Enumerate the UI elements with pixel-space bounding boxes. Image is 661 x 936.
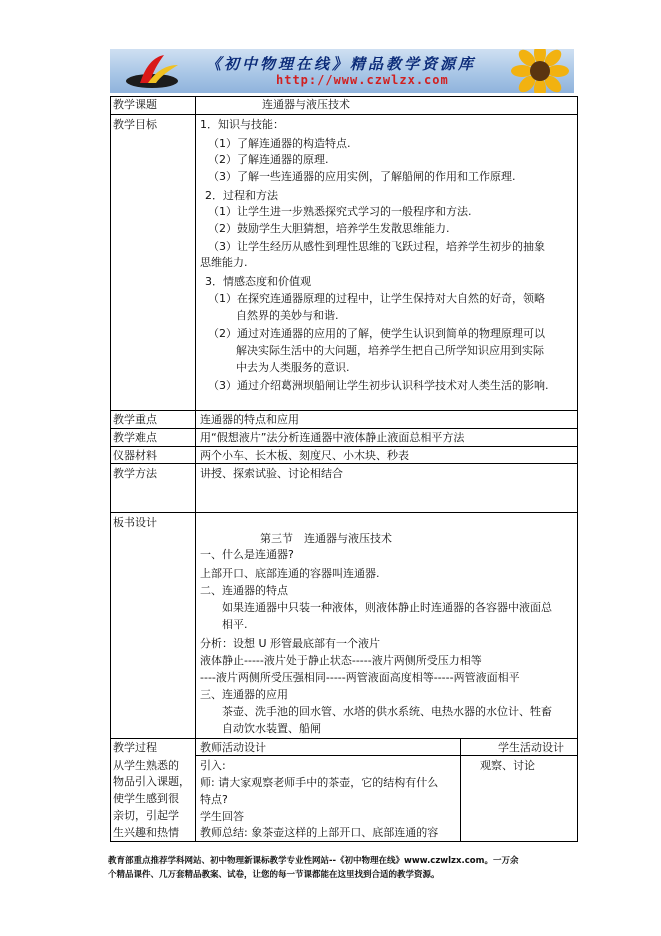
board-line: 自动饮水装置、船闸	[222, 722, 321, 735]
goal-line: （1）了解连通器的构造特点.	[208, 137, 351, 150]
board-line: 三、连通器的应用	[200, 688, 288, 701]
footer-line: 个精品课件、几万套精品教案、试卷，让您的每一节课都能在这里找到合适的教学资源。	[108, 870, 440, 880]
sunflower-icon	[510, 49, 570, 93]
teacher-line: 学生回答	[200, 810, 244, 823]
process-left-line: 使学生感到很	[113, 792, 179, 805]
board-line: 一、什么是连通器?	[200, 548, 294, 561]
goal-line: 中去为人类服务的意识.	[236, 361, 350, 374]
goal-line: （3）了解一些连通器的应用实例，了解船闸的作用和工作原理.	[208, 170, 516, 183]
key-value: 连通器的特点和应用	[200, 413, 299, 426]
process-left-line: 生兴趣和热情	[113, 826, 179, 839]
teacher-header: 教师活动设计	[200, 741, 266, 754]
goal-line: （3）让学生经历从感性到理性思维的飞跃过程，培养学生初步的抽象	[208, 240, 545, 253]
goal-line: 1．知识与技能：	[200, 118, 284, 131]
topic-label: 教学课题	[113, 98, 157, 111]
board-line: 分析：设想 U 形管最底部有一个液片	[200, 637, 381, 650]
process-label: 教学过程	[113, 741, 157, 754]
footer-line: 教育部重点推荐学科网站、初中物理新课标教学专业性网站--《初中物理在线》www.czwlzx.com。一万余	[108, 856, 519, 866]
difficulty-label: 教学难点	[113, 431, 157, 444]
goal-line: 思维能力.	[200, 256, 248, 269]
site-logo-icon	[118, 51, 188, 91]
board-line: 相平.	[222, 618, 248, 631]
process-left-line: 亲切，引起学	[113, 809, 179, 822]
board-line: 如果连通器中只装一种液体，则液体静止时连通器的各容器中液面总	[222, 601, 552, 614]
page-footer	[108, 854, 588, 882]
goal-line: （2）通过对连通器的应用的了解，使学生认识到简单的物理原理可以	[208, 327, 545, 340]
teacher-line: 特点?	[200, 793, 228, 806]
goal-line: （3）通过介绍葛洲坝船闸让学生初步认识科学技术对人类生活的影响.	[208, 379, 549, 392]
goal-line: （2）了解连通器的原理.	[208, 153, 329, 166]
teacher-line: 师: 请大家观察老师手中的茶壶，它的结构有什么	[200, 776, 439, 789]
process-left-line: 从学生熟悉的	[113, 759, 179, 772]
difficulty-value: 用“假想液片”法分析连通器中液体静止液面总相平方法	[200, 431, 465, 444]
key-label: 教学重点	[113, 413, 157, 426]
site-banner	[110, 49, 574, 93]
board-heading: 第三节 连通器与液压技术	[260, 532, 392, 545]
banner-url: http://www.czwlzx.com	[276, 73, 449, 87]
goal-line: 2．过程和方法	[205, 189, 278, 202]
teacher-line: 引入:	[200, 759, 226, 772]
topic-value: 连通器与液压技术	[262, 98, 350, 111]
board-line: 上部开口、底部连通的容器叫连通器.	[200, 567, 380, 580]
equipment-label: 仪器材料	[113, 449, 157, 462]
board-label: 板书设计	[113, 516, 157, 529]
method-value: 讲授、探索试验、讨论相结合	[200, 467, 343, 480]
student-value: 观察、讨论	[480, 759, 535, 772]
equipment-value: 两个小车、长木板、刻度尺、小木块、秒表	[200, 449, 409, 462]
goals-label: 教学目标	[113, 118, 157, 131]
process-left-line: 物品引入课题，	[113, 775, 190, 788]
banner-title: 《初中物理在线》精品教学资源库	[206, 55, 477, 73]
goal-line: 解决实际生活中的大问题，培养学生把自己所学知识应用到实际	[236, 344, 544, 357]
goal-line: （1）在探究连通器原理的过程中，让学生保持对大自然的好奇，领略	[208, 292, 545, 305]
method-label: 教学方法	[113, 467, 157, 480]
student-header: 学生活动设计	[498, 741, 564, 754]
board-line: 液体静止-----液片处于静止状态-----液片两侧所受压力相等	[200, 654, 482, 667]
board-line: ----液片两侧所受压强相同-----两管液面高度相等-----两管液面相平	[200, 671, 520, 684]
teacher-line: 教师总结: 象茶壶这样的上部开口、底部连通的容	[200, 826, 439, 839]
board-line: 二、连通器的特点	[200, 584, 288, 597]
goal-line: （1）让学生进一步熟悉探究式学习的一般程序和方法.	[208, 205, 472, 218]
goal-line: （2）鼓励学生大胆猜想，培养学生发散思维能力.	[208, 222, 450, 235]
goal-line: 3．情感态度和价值观	[205, 275, 311, 288]
board-line: 茶壶、洗手池的回水管、水塔的供水系统、电热水器的水位计、牲畜	[222, 705, 552, 718]
goal-line: 自然界的美妙与和谐.	[236, 309, 339, 322]
